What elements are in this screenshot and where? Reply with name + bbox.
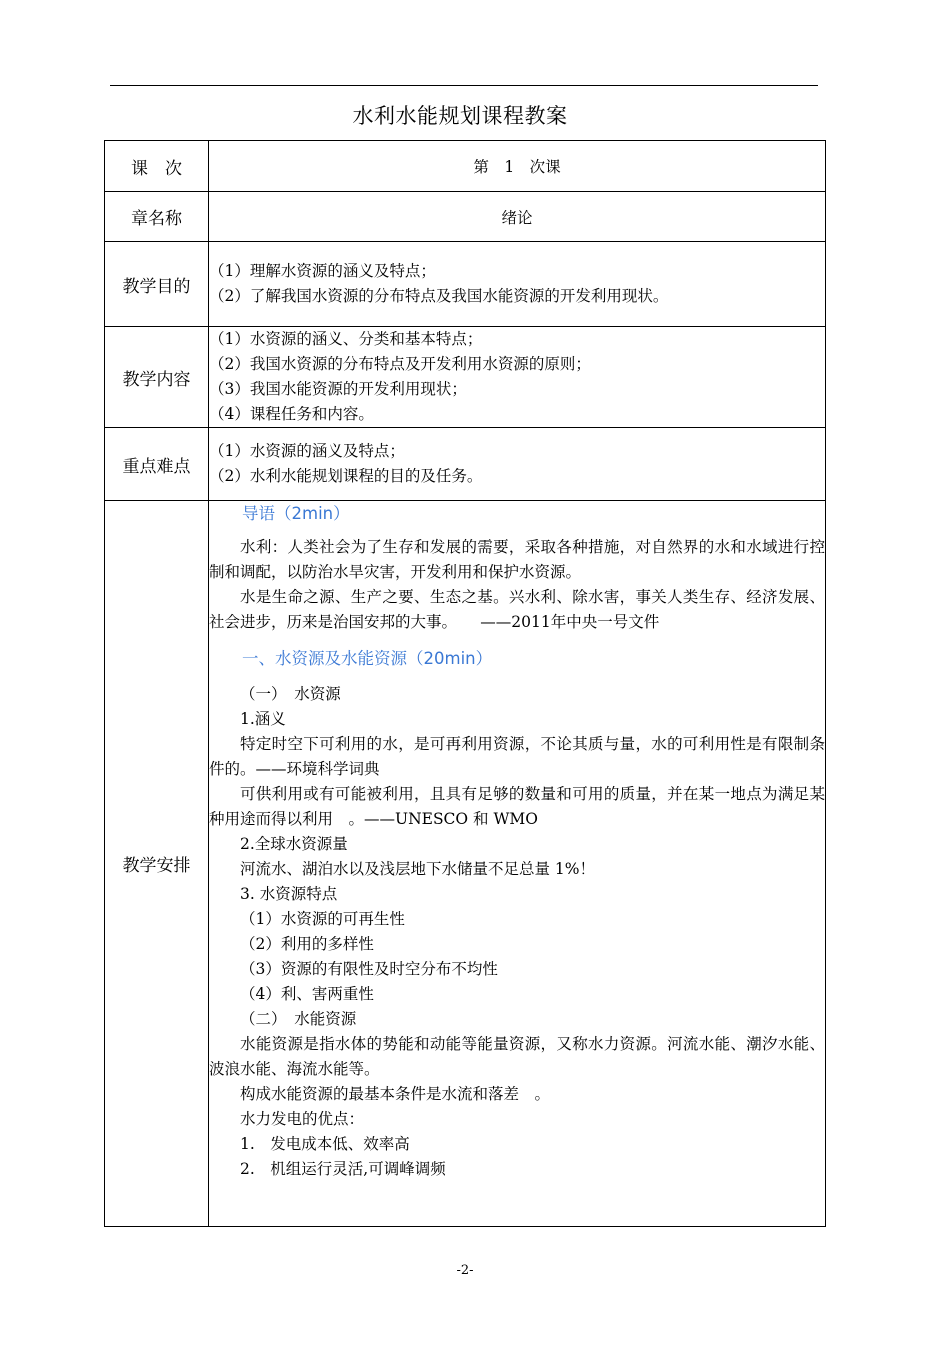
content-line: （2）我国水资源的分布特点及开发利用水资源的原则；: [209, 355, 591, 373]
chapter-label: 章名称: [105, 192, 209, 242]
feature-item: （2）利用的多样性: [240, 935, 374, 953]
content-line: （3）我国水能资源的开发利用现状；: [209, 380, 467, 398]
item-title: 2.全球水资源量: [240, 835, 348, 853]
arrangement-row: [105, 501, 826, 1227]
session-row: [105, 141, 826, 192]
advantage-item: 1. 发电成本低、效率高: [240, 1135, 410, 1153]
definition-paragraph: 可供利用或有可能被利用，且具有足够的数量和可用的质量，并在某一地点为满足某种用途而得以利用 。——UNESCO 和 WMO: [209, 785, 825, 828]
content-cell: [209, 327, 826, 428]
content-line: （1）水资源的涵义、分类和基本特点；: [209, 330, 483, 348]
content-line: （4）课程任务和内容。: [209, 405, 374, 423]
keypoints-cell: [209, 428, 826, 501]
intro-heading: 导语（2min）: [242, 504, 350, 523]
goals-label: 教学目的: [105, 242, 209, 327]
goals-cell: [209, 242, 826, 327]
advantages-heading: 水力发电的优点：: [240, 1110, 365, 1128]
header-rule: [110, 85, 818, 86]
advantage-item: 2. 机组运行灵活,可调峰调频: [240, 1160, 446, 1178]
feature-item: （4）利、害两重性: [240, 985, 374, 1003]
intro-paragraph: 水是生命之源、生产之要、生态之基。兴水利、除水害，事关人类生存、经济发展、社会进步，历来是治国安邦的大事。 ——2011年中央一号文件: [209, 588, 825, 631]
document-title: 水利水能规划课程教案: [352, 104, 568, 128]
arrangement-cell: [209, 501, 826, 1227]
definition-paragraph: 特定时空下可利用的水，是可再利用资源，不论其质与量，水的可利用性是有限制条件的。——环境科学词典: [209, 735, 825, 778]
page-number: -2-: [456, 1263, 474, 1278]
keypoints-row: [105, 428, 826, 501]
feature-item: （1）水资源的可再生性: [240, 910, 405, 928]
session-label: 课 次: [105, 141, 209, 192]
goals-line: （1）理解水资源的涵义及特点；: [209, 262, 436, 280]
subsection-title: （一） 水资源: [240, 685, 341, 703]
content-row: [105, 327, 826, 428]
hydro-paragraph: 构成水能资源的最基本条件是水流和落差 。: [240, 1085, 551, 1103]
goals-row: [105, 242, 826, 327]
keypoints-line: （1）水资源的涵义及特点；: [209, 442, 405, 460]
goals-line: （2）了解我国水资源的分布特点及我国水能资源的开发利用现状。: [209, 287, 669, 305]
global-water-text: 河流水、湖泊水以及浅层地下水储量不足总量 1%！: [240, 860, 596, 878]
feature-item: （3）资源的有限性及时空分布不均性: [240, 960, 498, 978]
keypoints-label: 重点难点: [105, 428, 209, 501]
session-value: 第 1 次课: [209, 141, 826, 192]
chapter-row: [105, 192, 826, 242]
keypoints-line: （2）水利水能规划课程的目的及任务。: [209, 467, 483, 485]
item-title: 3. 水资源特点: [240, 885, 338, 903]
hydro-paragraph: 水能资源是指水体的势能和动能等能量资源，又称水力资源。河流水能、潮汐水能、波浪水能、海流水能等。: [209, 1035, 825, 1078]
content-label: 教学内容: [105, 327, 209, 428]
section-heading: 一、水资源及水能资源（20min）: [242, 649, 493, 668]
subsection-title: （二） 水能资源: [240, 1010, 357, 1028]
arrangement-label: 教学安排: [105, 501, 209, 1227]
chapter-value: 绪论: [209, 192, 826, 242]
lesson-plan-table: [104, 140, 826, 1227]
intro-paragraph: 水利：人类社会为了生存和发展的需要，采取各种措施，对自然界的水和水域进行控制和调配，以防治水旱灾害，开发利用和保护水资源。: [209, 538, 825, 581]
item-title: 1.涵义: [240, 710, 286, 728]
